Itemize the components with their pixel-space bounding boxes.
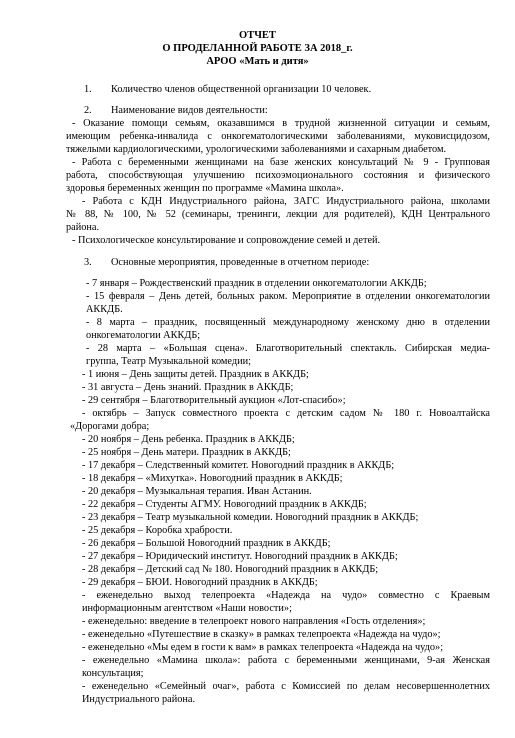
section-3-heading: Основные мероприятия, проведенные в отчетном периоде: (111, 257, 370, 268)
section-1-text: Количество членов общественной организации 10 человек. (111, 84, 372, 95)
event-line: - 20 ноября – День ребенка. Праздник в АККДБ; (82, 434, 295, 445)
event-line: - 17 декабря – Следственный комитет. Новогодний праздник в АККДБ; (82, 460, 395, 471)
event-line: - 29 сентября – Благотворительный аукцион «Лот-спасибо»; (82, 395, 346, 406)
event-line: информационным агентством «Наши новости»; (82, 603, 292, 614)
section-2-line: - Работа с беременными женщинами на базе женских консультаций № 9 - Групповая (72, 157, 490, 168)
event-line: онкогематологии АККДБ; (86, 330, 201, 341)
event-line: - еженедельно выход телепроекта «Надежда на чудо» совместно с Краевым (82, 590, 490, 601)
section-2-line: района. (66, 222, 100, 233)
section-2-line: № 88, № 100, № 52 (семинары, тренинги, лекции для родителей), КДН Центрального (66, 209, 490, 220)
event-line: - 27 декабря – Юридический институт. Новогодний праздник в АККДБ; (82, 551, 398, 562)
section-2-line: - Психологическое консультирование и сопровождение семей и детей. (72, 235, 381, 246)
event-line: - 22 декабря – Студенты АГМУ. Новогодний праздник в АККДБ; (82, 499, 367, 510)
event-line: - еженедельно «Путешествие в сказку» в рамках телепроекта «Надежда на чудо»; (82, 629, 441, 640)
event-line: Индустриального района. (82, 694, 196, 705)
event-line: АККДБ. (86, 304, 123, 315)
event-line: - 31 августа – День знаний. Праздник в АККДБ; (82, 382, 294, 393)
event-line: - 20 декабря – Музыкальная терапия. Иван Астанин. (82, 486, 312, 497)
event-line: - 25 декабря – Коробка храбрости. (82, 525, 233, 536)
report-subtitle: О ПРОДЕЛАННОЙ РАБОТЕ ЗА 2018_г. (162, 43, 353, 54)
event-line: - 8 марта – праздник, посвященный международному женскому дню в отделении (86, 317, 490, 328)
section-2-line: имеющим ребенка-инвалида с онкогематологическими заболеваниями, муковисцидозом, (66, 131, 490, 142)
event-line: - еженедельно «Мы едем в гости к вам» в рамках телепроекта «Надежда на чудо»; (82, 642, 444, 653)
section-2-heading: Наименование видов деятельности: (111, 105, 268, 116)
event-line: - 23 декабря – Театр музыкальной комедии. Новогодний праздник в АККДБ; (82, 512, 419, 523)
event-line: - 28 декабря – Детский сад № 180. Новогодний праздник в АККДБ; (82, 564, 379, 575)
event-line: - октябрь – Запуск совместного проекта с детским садом № 180 г. Новоалтайска (82, 408, 490, 419)
section-2-line: работа, способствующая улучшению психоэмоционального состояния и физического (66, 170, 490, 181)
event-line: - 15 февраля – День детей, больных раком. Мероприятие в отделении онкогематологии (86, 291, 490, 302)
event-line: - еженедельно «Мамина школа»: работа с беременными женщинами, 9-ая Женская (82, 655, 490, 666)
section-2-number: 2. (84, 105, 92, 116)
event-line: - 7 января – Рождественский праздник в отделении онкогематологии АККДБ; (86, 278, 427, 289)
event-line: - еженедельно: введение в телепроект нового направления «Гость отделения»; (82, 616, 426, 627)
event-line: - еженедельно «Семейный очаг», работа с Комиссией по делам несовершеннолетних (82, 681, 490, 692)
report-title: ОТЧЕТ (239, 30, 276, 41)
section-1-number: 1. (84, 84, 92, 95)
section-2-line: здоровья беременных женщин по программе «Мамина школа». (66, 183, 344, 194)
event-line: - 26 декабря – Большой Новогодний праздник в АККДБ; (82, 538, 331, 549)
organization-name: АРОО «Мать и дитя» (206, 56, 309, 67)
section-2-line: тяжелыми кардиологическими, урологическими заболеваниями и сахарным диабетом. (66, 144, 447, 155)
section-3-number: 3. (84, 257, 92, 268)
event-line: «Дорогами добра; (70, 421, 150, 432)
section-2-line: - Оказание помощи семьям, оказавшимся в трудной жизненной ситуации и семьям, (72, 118, 490, 129)
event-line: - 1 июня – День защиты детей. Праздник в АККДБ; (82, 369, 309, 380)
event-line: - 18 декабря – «Михутка». Новогодний праздник в АККДБ; (82, 473, 343, 484)
event-line: - 29 декабря – БЮИ. Новогодний праздник в АККДБ; (82, 577, 318, 588)
event-line: консультация; (82, 668, 144, 679)
section-2-line: - Работа с КДН Индустриального района, ЗАГС Индустриального района, школами (82, 196, 490, 207)
event-line: - 25 ноября – День матери. Праздник в АККДБ; (82, 447, 291, 458)
event-line: - 28 марта – «Большая сцена». Благотворительный спектакль. Сибирская медиа- (86, 343, 490, 354)
event-line: группа, Театр Музыкальной комедии; (86, 356, 251, 367)
